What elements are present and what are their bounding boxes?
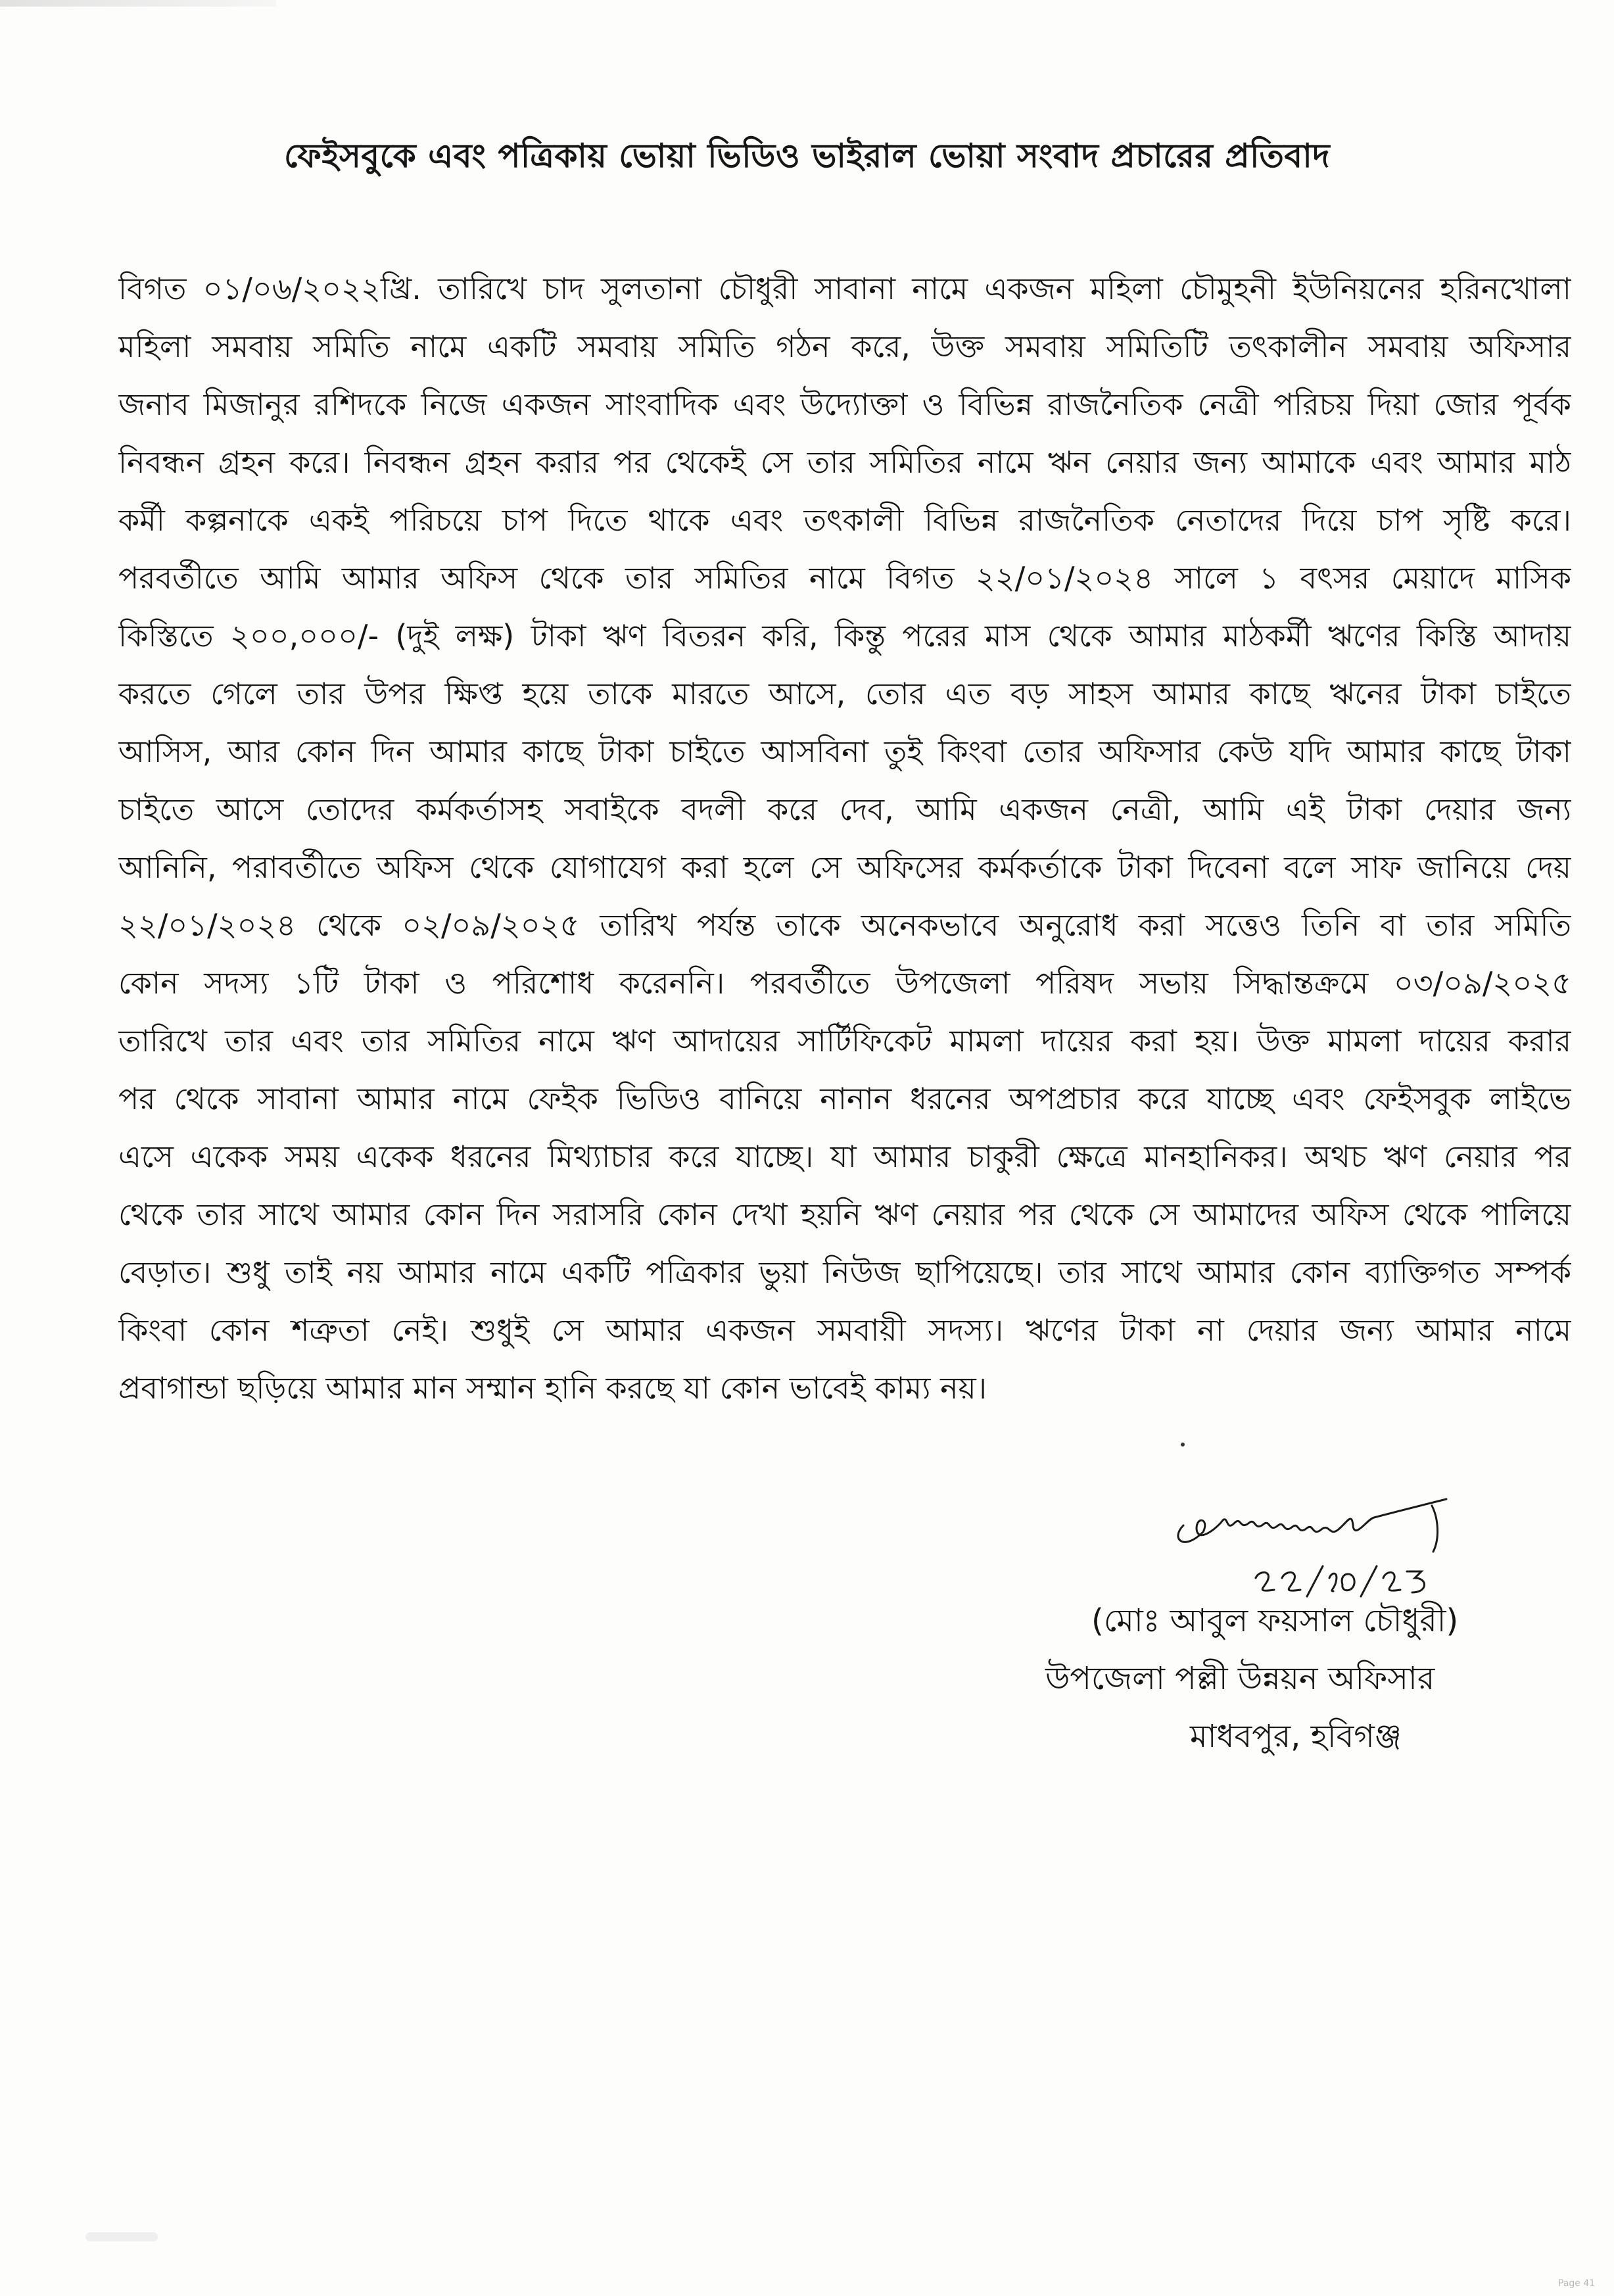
body-line: আনিনি, পরাবর্তীতে অফিস থেকে যোগাযেগ করা হলে সে অফিসের কর্মকর্তাকে টাকা দিবেনা বলে সাফ জানিয়ে দেয়: [118, 849, 1571, 885]
body-line: নিবন্ধন গ্রহন করে। নিবন্ধন গ্রহন করার পর থেকেই সে তার সমিতির নামে ঋন নেয়ার জন্য আমাকে এবং আমার মাঠ: [118, 444, 1571, 480]
body-paragraph: [118, 260, 1571, 1417]
body-line: পরবর্তীতে আমি আমার অফিস থেকে তার সমিতির নামে বিগত ২২/০১/২০২৪ সালে ১ বৎসর মেয়াদে মাসিক: [118, 560, 1571, 596]
signatory-location: মাধবপুর, হবিগঞ্জ: [1190, 1718, 1402, 1755]
body-line: মহিলা সমবায় সমিতি নামে একটি সমবায় সমিতি গঠন করে, উক্ত সমবায় সমিতিটি তৎকালীন সমবায় অফিসার: [118, 329, 1571, 364]
body-line: বেড়াত। শুধু তাই নয় আমার নামে একটি পত্রিকার ভুয়া নিউজ ছাপিয়েছে। তার সাথে আমার কোন ব্যাক্তিগত সম্পর্ক: [118, 1255, 1571, 1290]
body-line: জনাব মিজানুর রশিদকে নিজে একজন সাংবাদিক এবং উদ্যোক্তা ও বিভিন্ন রাজনৈতিক নেত্রী পরিচয় দিয়া জোর পূর্বক: [118, 387, 1571, 422]
scan-edge-mark: [0, 0, 276, 7]
body-line: কিংবা কোন শত্রুতা নেই। শুধুই সে আমার একজন সমবায়ী সদস্য। ঋণের টাকা না দেয়ার জন্য আমার নামে: [118, 1312, 1571, 1348]
signatory-designation: উপজেলা পল্লী উন্নয়ন অফিসার: [1045, 1660, 1435, 1697]
document-title: ফেইসবুকে এবং পত্রিকায় ভোয়া ভিডিও ভাইরাল ভোয়া সংবাদ প্রচারের প্রতিবাদ: [284, 137, 1330, 175]
body-line: ২২/০১/২০২৪ থেকে ০২/০৯/২০২৫ তারিখ পর্যন্ত তাকে অনেকভাবে অনুরোধ করা সত্তেও তিনি বা তার সমিতি: [118, 907, 1571, 943]
body-line: কর্মী কল্পনাকে একই পরিচয়ে চাপ দিতে থাকে এবং তৎকালী বিভিন্ন রাজনৈতিক নেতাদের দিয়ে চাপ সৃষ্টি করে।: [118, 502, 1571, 538]
body-line: এসে একেক সময় একেক ধরনের মিথ্যাচার করে যাচ্ছে। যা আমার চাকুরী ক্ষেত্রে মানহানিকর। অথচ ঋণ নেয়ার পর: [118, 1139, 1571, 1174]
stray-mark: [1181, 1443, 1185, 1447]
body-line: কোন সদস্য ১টি টাকা ও পরিশোধ করেননি। পরবর্তীতে উপজেলা পরিষদ সভায় সিদ্ধান্তক্রমে ০৩/০৯/২০২৫: [118, 965, 1571, 1001]
body-line: আসিস, আর কোন দিন আমার কাছে টাকা চাইতে আসবিনা তুই কিংবা তোর অফিসার কেউ যদি আমার কাছে টাকা: [118, 734, 1571, 769]
body-line: বিগত ০১/০৬/২০২২খ্রি. তারিখে চাদ সুলতানা চৌধুরী সাবানা নামে একজন মহিলা চৌমুহনী ইউনিয়নের হরিনখোলা: [118, 271, 1571, 306]
body-line: তারিখে তার এবং তার সমিতির নামে ঋণ আদায়ের সার্টিফিকেট মামলা দায়ের করা হয়। উক্ত মামলা দায়ের করার: [118, 1023, 1571, 1059]
page-number: Page 41: [1558, 2278, 1596, 2289]
signatory-name: (মোঃ আবুল ফয়সাল চৌধুরী): [1091, 1602, 1459, 1639]
body-line: কিস্তিতে ২০০,০০০/- (দুই লক্ষ) টাকা ঋণ বিতরন করি, কিন্তু পরের মাস থেকে আমার মাঠকর্মী ঋণের কিস্তি আদায়: [118, 618, 1571, 654]
body-line: পর থেকে সাবানা আমার নামে ফেইক ভিডিও বানিয়ে নানান ধরনের অপপ্রচার করে যাচ্ছে এবং ফেইসবুক লাইভে: [118, 1081, 1571, 1116]
scan-smudge: [85, 2232, 158, 2241]
handwritten-signature: [1157, 1479, 1473, 1611]
body-line: চাইতে আসে তোদের কর্মকর্তাসহ সবাইকে বদলী করে দেব, আমি একজন নেত্রী, আমি এই টাকা দেয়ার জন্য: [118, 792, 1571, 827]
body-line: প্রবাগান্ডা ছড়িয়ে আমার মান সম্মান হানি করছে যা কোন ভাবেই কাম্য নয়।: [118, 1370, 987, 1406]
body-line: করতে গেলে তার উপর ক্ষিপ্ত হয়ে তাকে মারতে আসে, তোর এত বড় সাহস আমার কাছে ঋনের টাকা চাইতে: [118, 676, 1571, 711]
body-line: থেকে তার সাথে আমার কোন দিন সরাসরি কোন দেখা হয়নি ঋণ নেয়ার পর থেকে সে আমাদের অফিস থেকে পালিয়ে: [118, 1197, 1571, 1232]
